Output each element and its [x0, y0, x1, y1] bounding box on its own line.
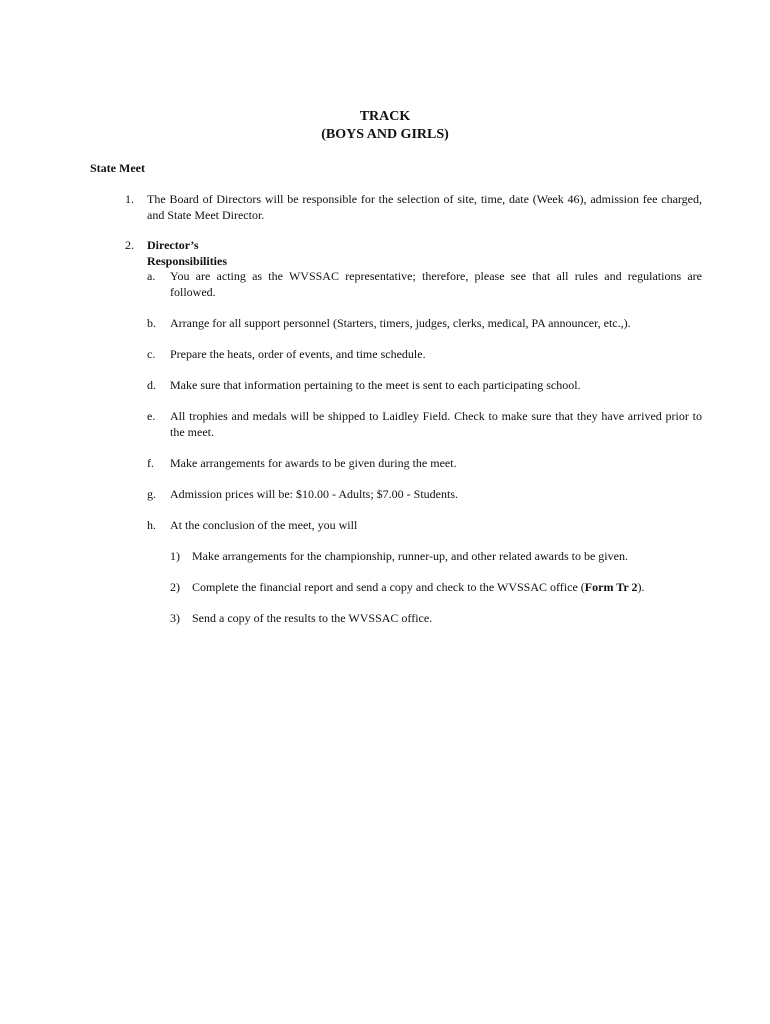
step-text: Send a copy of the results to the WVSSAC office.: [192, 611, 433, 625]
item-text: Make arrangements for awards to be given during the meet.: [170, 456, 457, 470]
item-text: Arrange for all support personnel (Starters, timers, judges, clerks, medical, PA announcer, etc.,).: [170, 316, 631, 330]
title-line-1: TRACK: [359, 109, 411, 124]
item-number: 1.: [125, 192, 134, 206]
item-number: 2.: [125, 238, 134, 252]
item-letter: h.: [147, 518, 156, 532]
item-letter: d.: [147, 378, 156, 392]
item-text: Prepare the heats, order of events, and time schedule.: [170, 347, 426, 361]
step-number: 2): [170, 580, 180, 594]
step-text-before: Complete the financial report and send a copy and check to the WVSSAC office (: [192, 580, 585, 594]
item-letter: b.: [147, 316, 156, 330]
item-letter: e.: [147, 409, 156, 423]
item-text: All trophies and medals will be shipped to Laidley Field. Check to make sure that they have arrived prior to the meet.: [170, 409, 702, 439]
item-text: At the conclusion of the meet, you will: [170, 518, 358, 532]
section-heading: State Meet: [90, 161, 145, 175]
item-letter: f.: [147, 456, 154, 470]
item-letter: c.: [147, 347, 156, 361]
step-number: 1): [170, 549, 180, 563]
item-heading: Director’s Responsibilities: [147, 238, 228, 268]
step-text-after: ).: [637, 580, 645, 594]
step-text: [192, 579, 702, 595]
item-text: Make sure that information pertaining to the meet is sent to each participating school.: [170, 378, 581, 392]
item-letter: a.: [147, 269, 156, 283]
item-letter: g.: [147, 487, 156, 501]
form-reference: Form Tr 2: [584, 580, 638, 594]
step-number: 3): [170, 611, 180, 625]
item-text: The Board of Directors will be responsible for the selection of site, time, date (Week 46), admission fee charged, and State Meet Director.: [147, 192, 702, 222]
title-line-2: (BOYS AND GIRLS): [321, 127, 449, 142]
item-text: You are acting as the WVSSAC representative; therefore, please see that all rules and regulations are followed.: [170, 269, 702, 299]
step-text: Make arrangements for the championship, runner-up, and other related awards to be given.: [192, 549, 628, 563]
item-text: Admission prices will be: $10.00 - Adults; $7.00 - Students.: [170, 487, 458, 501]
